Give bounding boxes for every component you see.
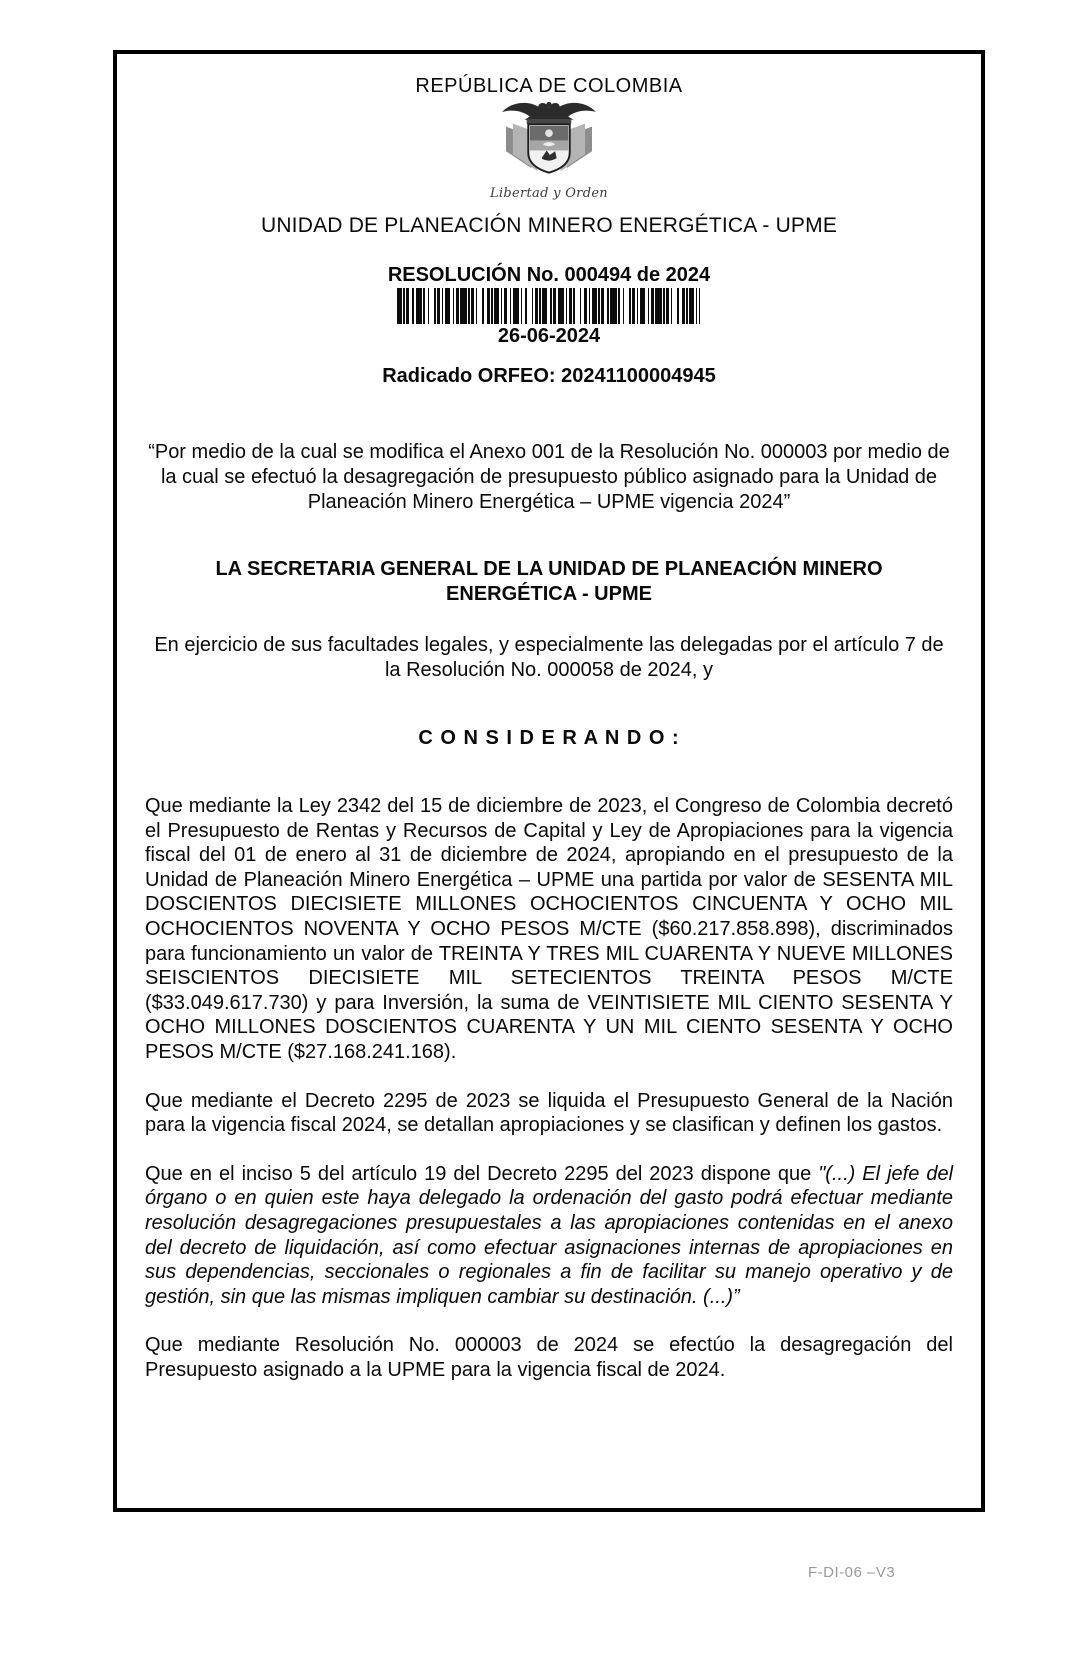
considerando-heading: C O N S I D E R A N D O : (418, 727, 680, 749)
page-border-frame (113, 50, 985, 1512)
paragraph-inciso-5-lead: Que en el inciso 5 del artículo 19 del Decreto 2295 del 2023 dispone que (145, 1162, 819, 1185)
paragraph-inciso-5-quote: "(...) El jefe del órgano o en quien este haya delegado la ordenación del gasto podrá efectuar mediante resolución desagregaciones presupuestales a las apropiaciones contenidas en el anexo del decreto de liquidación, así como efectuar asignaciones internas de apropiaciones en sus dependencias, seccionales o regionales a fin de facilitar su manejo operativo y de gestión, sin que las mismas impliquen cambiar su destinación. (...)” (145, 1162, 954, 1308)
radicado-number: Radicado ORFEO: 20241100004945 (382, 365, 716, 387)
motto-text: Libertad y Orden (490, 186, 608, 201)
republic-title: REPÚBLICA DE COLOMBIA (415, 75, 683, 97)
paragraph-resolucion-000003: Que mediante Resolución No. 000003 de 2024 se efectúo la desagregación del Presupuesto asignado a la UPME para la vigencia fiscal de 2024. (145, 1334, 953, 1381)
entity-name: UNIDAD DE PLANEACIÓN MINERO ENERGÉTICA - UPME (260, 214, 838, 237)
subject-quote: “Por medio de la cual se modifica el Anexo 001 de la Resolución No. 000003 por medio de la cual se efectuó la desagregación de presupuesto público asignado para la Unidad de Planeación Minero Energética – UPME vigencia 2024” (148, 441, 950, 513)
coat-of-arms-wrap (145, 99, 953, 190)
paragraph-decree-2295: Que mediante el Decreto 2295 de 2023 se liquida el Presupuesto General de la Nación para la vigencia fiscal 2024, se detallan apropiaciones y se clasifican y definen los gastos. (145, 1089, 953, 1137)
form-code-footer: F-DI-06 –V3 (808, 1564, 896, 1581)
resolution-title: RESOLUCIÓN No. 000494 de 2024 (387, 264, 711, 286)
colombia-coat-of-arms-icon (489, 99, 609, 185)
legal-faculties: En ejercicio de sus facultades legales, y especialmente las delegadas por el artículo 7 de la Resolución No. 000058 de 2024, y (154, 634, 944, 681)
resolution-date: 26-06-2024 (497, 325, 601, 347)
paragraph-budget-law: Que mediante la Ley 2342 del 15 de diciembre de 2023, el Congreso de Colombia decretó el Presupuesto de Rentas y Recursos de Capital y Ley de Apropiaciones para la vigencia fiscal del 01 de enero al 31 de diciembre de 2024, apropiando en el presupuesto de la Unidad de Planeación Minero Energética – UPME una partida por valor de SESENTA MIL DOSCIENTOS DIECISIETE MILLONES OCHOCIENTOS CINCUENTA Y OCHO MIL OCHOCIENTOS NOVENTA Y OCHO PESOS M/CTE ($60.217.858.898), discriminados para funcionamiento un valor de TREINTA Y TRES MIL CUARENTA Y NUEVE MILLONES SEISCIENTOS DIECISIETE MIL SETECIENTOS TREINTA PESOS M/CTE ($33.049.617.730) y para Inversión, la suma de VEINTISIETE MIL CIENTO SESENTA Y OCHO MILLONES DOSCIENTOS CUARENTA Y UN MIL CIENTO SESENTA Y OCHO PESOS M/CTE ($27.168.241.168). (145, 795, 953, 1063)
barcode (397, 288, 701, 324)
paragraph-inciso-5 (145, 1162, 953, 1310)
issuing-authority: LA SECRETARIA GENERAL DE LA UNIDAD DE PLANEACIÓN MINERO ENERGÉTICA - UPME (215, 558, 883, 605)
